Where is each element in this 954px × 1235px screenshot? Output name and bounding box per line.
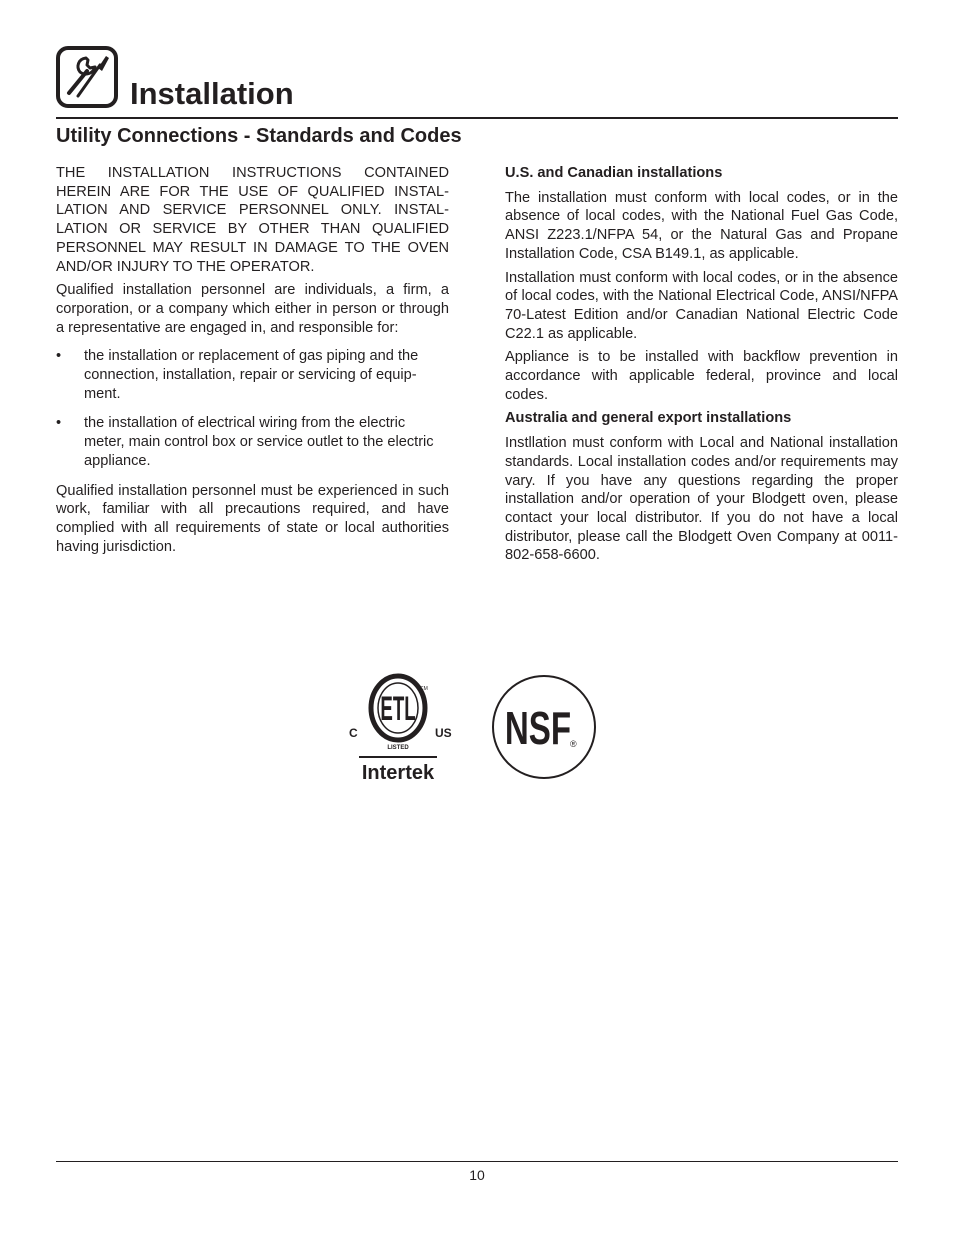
responsibility-list bbox=[56, 347, 449, 470]
us-canada-electrical-paragraph: Installation must conform with local codes, or in the absence of local codes, with the National Electrical Code, ANSI/NFPA 70-Latest Edition and/or Canadian National Electric Code C22.1 as applicable. bbox=[505, 269, 898, 342]
right-column bbox=[505, 164, 898, 570]
page-number: 10 bbox=[469, 1167, 485, 1183]
list-item-text: the installation or replacement of gas piping and the connection, installation, repair or servicing of equipment. bbox=[84, 348, 419, 402]
etl-cm-text: CM bbox=[420, 686, 428, 692]
backflow-paragraph: Appliance is to be installed with backflow prevention in accordance with applicable federal, province and local codes. bbox=[505, 349, 898, 403]
etl-c-text: C bbox=[349, 726, 358, 740]
intro-paragraph: Qualified installation personnel are individuals, a firm, a corporation, or a company which either in person or through a representative are engaged in, and responsible for: bbox=[56, 282, 449, 336]
closing-paragraph: Qualified installation personnel must be experienced in such work, familiar with all precautions required, and have complied with all requirements of state or local authorities having jurisdiction. bbox=[56, 482, 449, 555]
list-item bbox=[56, 414, 449, 470]
page-title: Installation bbox=[130, 76, 294, 111]
list-item-text: the installation of electrical wiring from the electric meter, main control box or service outlet to the electric appliance. bbox=[84, 415, 434, 469]
intertek-text: Intertek bbox=[361, 762, 435, 784]
etl-us-text: US bbox=[435, 726, 452, 740]
us-canada-gas-paragraph: The installation must conform with local codes, or in the absence of local codes, with the National Fuel Gas Code, ANSI Z223.1/NFPA 54, or the Natural Gas and Propane Installation Code, CSA B149.1, as applicable. bbox=[505, 189, 898, 262]
export-heading: Australia and general export installations bbox=[505, 410, 792, 427]
footer-divider bbox=[56, 1161, 898, 1162]
us-canada-heading: U.S. and Canadian installations bbox=[505, 165, 723, 181]
nsf-mark: NSF bbox=[504, 703, 572, 755]
tools-icon bbox=[56, 46, 118, 108]
bullet-marker: • bbox=[56, 415, 62, 432]
registered-mark: ® bbox=[570, 739, 577, 749]
etl-listed-logo bbox=[346, 672, 458, 784]
etl-listed-text: LISTED bbox=[387, 745, 409, 751]
export-paragraph: Instllation must conform with Local and National installation standards. Local installation codes and/or requirements may vary. If you have any questions regarding the proper installation and/or operation of your Blodgett oven, please contact your local distributor. If you do not have a local distributor, please call the Blodgett Oven Company at 0011-802-658-6600. bbox=[505, 435, 898, 564]
bullet-marker: • bbox=[56, 348, 62, 365]
left-column bbox=[56, 164, 449, 561]
nsf-logo bbox=[491, 674, 597, 780]
header-divider bbox=[56, 117, 898, 119]
etl-mark: ETL bbox=[380, 689, 416, 728]
section-title: Utility Connections - Standards and Codes bbox=[56, 125, 462, 147]
warning-paragraph: THE INSTALLATION INSTRUCTIONS CONTAINED HEREIN ARE FOR THE USE OF QUALIFIED INSTALLATION AND SERVICE PERSONNEL ONLY. INSTALLATION OR SERVICE BY OTHER THAN QUALIFIED PERSONNEL MAY RESULT IN DAMAGE TO THE OVEN AND/OR INJURY TO THE OPERATOR. bbox=[56, 165, 449, 275]
list-item bbox=[56, 347, 449, 403]
